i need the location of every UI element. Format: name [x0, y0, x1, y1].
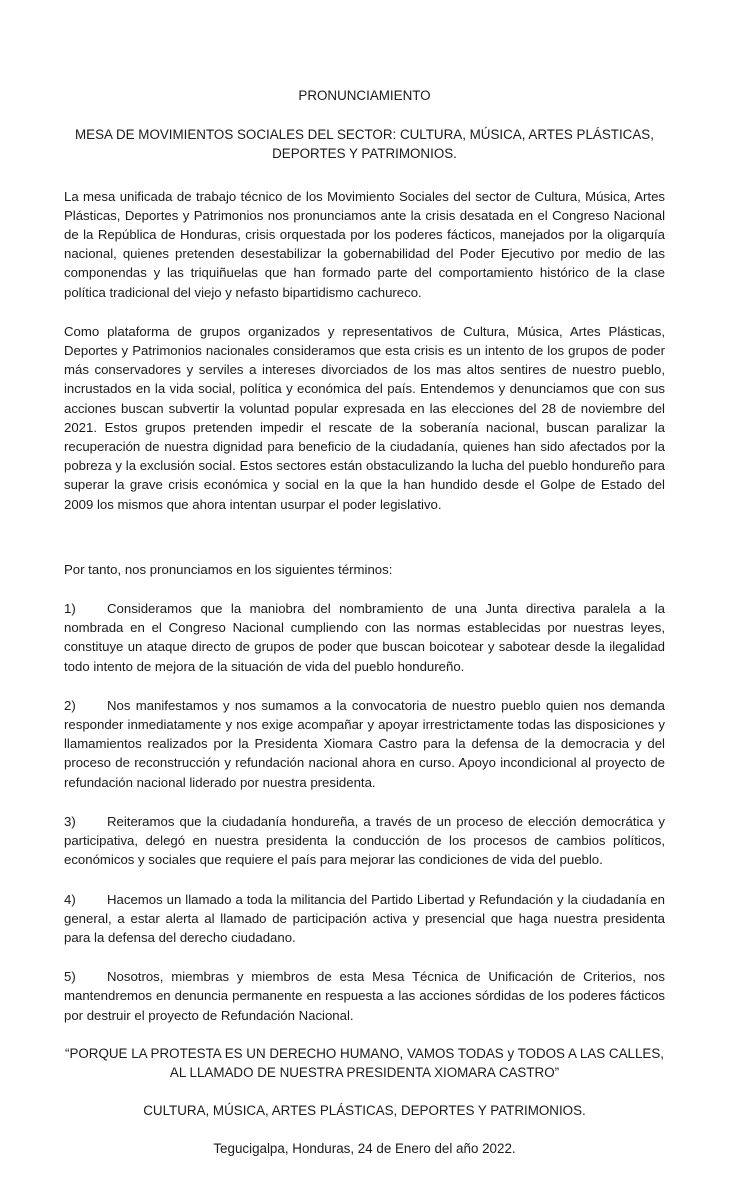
- document-subtitle: MESA DE MOVIMIENTOS SOCIALES DEL SECTOR: CULTURA, MÚSICA, ARTES PLÁSTICAS, DEPORTES Y PATRIMONIOS.: [75, 127, 654, 162]
- list-item-text: Nosotros, miembras y miembros de esta Mesa Técnica de Unificación de Criterios, nos mantendremos en denuncia permanente en respuesta a las acciones sórdidas de los poderes fácticos por destruir el proyecto de Refundación Nacional.: [64, 969, 665, 1023]
- list-item-text: Consideramos que la maniobra del nombramiento de una Junta directiva paralela a la nombrada en el Congreso Nacional cumpliendo con las normas establecidas por nuestras leyes, constituye un ataque directo de grupos de poder que buscan boicotear y sabotear desde la ilegalidad todo intento de mejora de la situación de vida del pueblo hondureño.: [64, 601, 665, 674]
- document-title: PRONUNCIAMIENTO: [298, 88, 431, 103]
- document-body: [64, 86, 665, 1159]
- intro-paragraph: La mesa unificada de trabajo técnico de los Movimiento Sociales del sector de Cultura, Música, Artes Plásticas, Deportes y Patrimonios nos pronunciamos ante la crisis desatada en el Congreso Nacional de la República de Honduras, crisis orquestada por los poderes fácticos, manejados por la oligarquía nacional, quienes pretenden desestabilizar la gobernabilidad del Poder Ejecutivo por medio de las componendas y las triquiñuelas que han formado parte del comportamiento histórico de la clase política tradicional del viejo y nefasto bipartidismo cachureco.: [64, 188, 665, 300]
- context-paragraph: Como plataforma de grupos organizados y representativos de Cultura, Música, Artes Plásticas, Deportes y Patrimonios nacionales consideramos que esta crisis es un intento de los grupos de poder más conservadores y serviles a intereses divorciados de los mas altos sentires de nuestro pueblo, incrustados en la vida social, política y económica del país. Entendemos y denunciamos que con sus acciones buscan subvertir la voluntad popular expresada en las elecciones del 28 de noviembre del 2021. Estos grupos pretenden impedir el rescate de la soberanía nacional, buscan paralizar la recuperación de nuestra dignidad para beneficio de la ciudadanía, quienes han sido afectados por la pobreza y la exclusión social. Estos sectores están obstaculizando la lucha del pueblo hondureño para superar la grave crisis económica y social en la que la han hundido desde el Golpe de Estado del 2009 los mismos que ahora intentan usurpar el poder legislativo.: [64, 323, 665, 512]
- list-item-number: 3): [64, 813, 76, 829]
- list-item-text: Reiteramos que la ciudadanía hondureña, a través de un proceso de elección democrática y participativa, delegó en nuestra presidenta la conducción de los procesos de cambios políticos, económicos y sociales que requiere el país para mejorar las condiciones de vida del pueblo.: [64, 813, 665, 868]
- list-item-number: 2): [64, 697, 76, 713]
- list-item: [64, 967, 665, 1025]
- list-item-number: 1): [64, 601, 76, 617]
- list-item-number: 5): [64, 969, 76, 985]
- closing-quote: “PORQUE LA PROTESTA ES UN DERECHO HUMANO, VAMOS TODAS y TODOS A LAS CALLES, AL LLAMADO DE NUESTRA PRESIDENTA XIOMARA CASTRO”: [64, 1045, 664, 1080]
- terms-lead: Por tanto, nos pronunciamos en los siguientes términos:: [64, 561, 393, 577]
- place-and-date: Tegucigalpa, Honduras, 24 de Enero del año 2022.: [213, 1141, 516, 1157]
- signatory-sector: CULTURA, MÚSICA, ARTES PLÁSTICAS, DEPORTES Y PATRIMONIOS.: [143, 1103, 586, 1119]
- list-item-number: 4): [64, 891, 76, 907]
- list-item-text: Hacemos un llamado a toda la militancia del Partido Libertad y Refundación y la ciudadanía en general, a estar alerta al llamado de participación activa y presencial que haga nuestra presidenta para la defensa del derecho ciudadano.: [64, 891, 665, 945]
- list-item: [64, 890, 665, 948]
- list-item: [64, 696, 665, 792]
- list-item-text: Nos manifestamos y nos sumamos a la convocatoria de nuestro pueblo quien nos demanda responder inmediatamente y nos exige acompañar y apoyar irrestrictamente todas las disposiciones y llamamientos realizados por la Presidenta Xiomara Castro para la defensa de la democracia y del proceso de reconstrucción y refundación nacional ahora en curso. Apoyo incondicional al proyecto de refundación nacional liderado por nuestra presidenta.: [64, 697, 665, 790]
- list-item: [64, 812, 665, 870]
- list-item: [64, 599, 665, 676]
